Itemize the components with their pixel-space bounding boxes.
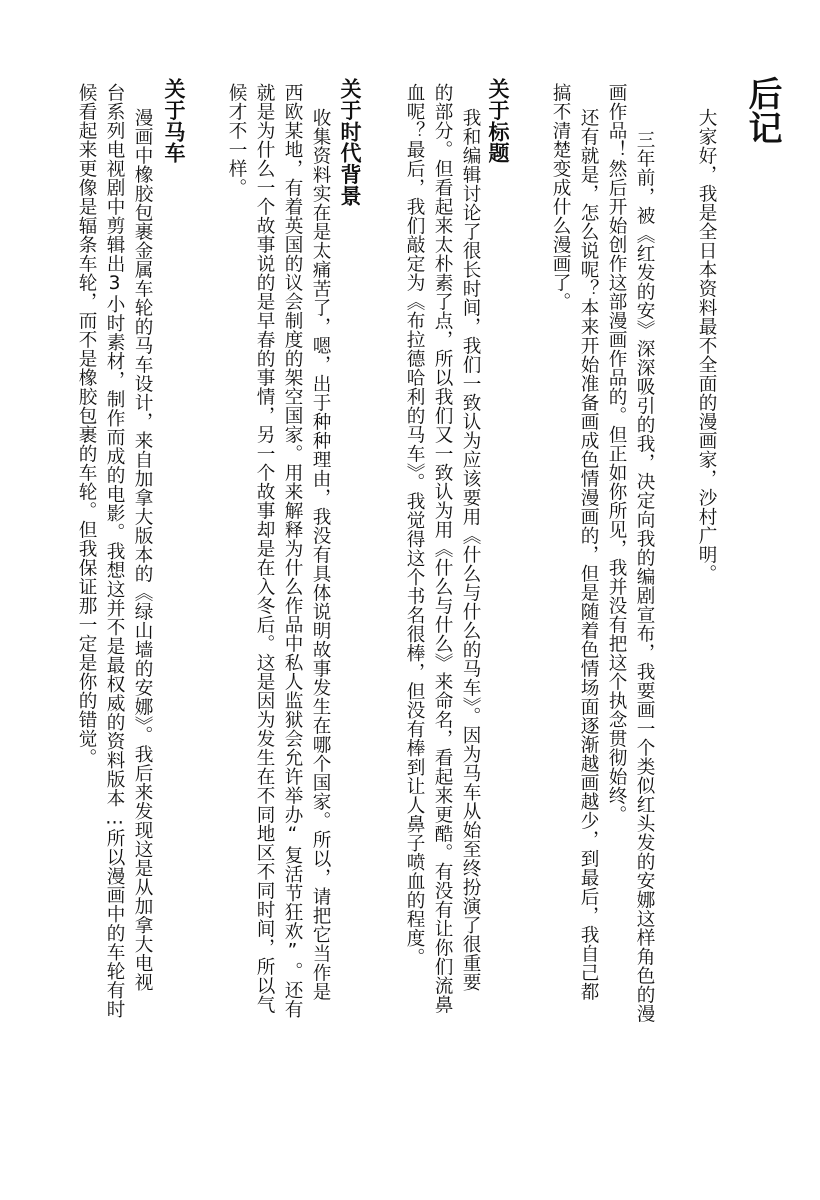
paragraph-line: 西欧某地，有着英国的议会制度的架空国家。用来解释为什么作品中私人监狱会允许举办“复活节狂欢”。还有 (282, 83, 303, 1019)
intro-paragraph: 大家好，我是全日本资料最不全面的漫画家，沙村广明。 (696, 108, 717, 583)
paragraph-line: 候看起来更像是辐条车轮，而不是橡胶包裹的车轮。但我保证那一定是你的错觉。 (76, 83, 97, 767)
paragraph-line: 还有就是，怎么说呢？本来开始准备画成色情漫画的，但是随着色情场面逐渐越画越少，到最后，我自己都 (578, 108, 599, 1001)
paragraph-line: 的部分。但看起来太朴素了点，所以我们又一致认为用《什么与什么》来命名，看起来更酷。有没有让你们流鼻 (432, 83, 453, 1014)
section-heading-carriage: 关于马车 (162, 78, 186, 164)
paragraph-line: 收集资料实在是太痛苦了，嗯，出于种种理由，我没有具体说明故事发生在哪个国家。所以，请把它当作是 (310, 108, 331, 1001)
paragraph-line: 画作品！然后开始创作这部漫画作品的。但正如你所见，我并没有把这个执念贯彻始终。 (606, 83, 627, 824)
paragraph-line: 我和编辑讨论了很长时间，我们一致认为应该要用《什么与什么的马车》。因为马车从始至终扮演了很重要 (460, 108, 481, 992)
paragraph-line: 搞不清楚变成什么漫画了。 (550, 83, 571, 311)
page-title: 后记 (742, 76, 782, 145)
section-heading-era: 关于时代背景 (338, 78, 362, 207)
paragraph-line: 候才不一样。 (226, 83, 247, 197)
section-heading-title: 关于标题 (486, 78, 510, 164)
paragraph-line: 三年前，被《红发的安》深深吸引的我，决定向我的编剧宣布，我要画一个类似红头发的安娜这样角色的漫 (634, 130, 655, 1023)
paragraph-line: 漫画中橡胶包裹金属车轮的马车设计，来自加拿大版本的《绿山墙的安娜》。我后来发现这是从加拿大电视 (132, 108, 153, 992)
paragraph-line: 血呢？最后，我们敲定为《布拉德哈利的马车》。我觉得这个书名很棒，但没有棒到让人鼻子喷血的程度。 (404, 83, 425, 967)
paragraph-line: 就是为什么一个故事说的是早春的事情，另一个故事却是在入冬后。这是因为发生在不同地区不同时间，所以气 (254, 83, 275, 1014)
paragraph-line: 台系列电视剧中剪辑出3小时素材，制作而成的电影。我想这并不是最权威的资料版本…所以漫画中的车轮有时 (104, 83, 125, 1019)
